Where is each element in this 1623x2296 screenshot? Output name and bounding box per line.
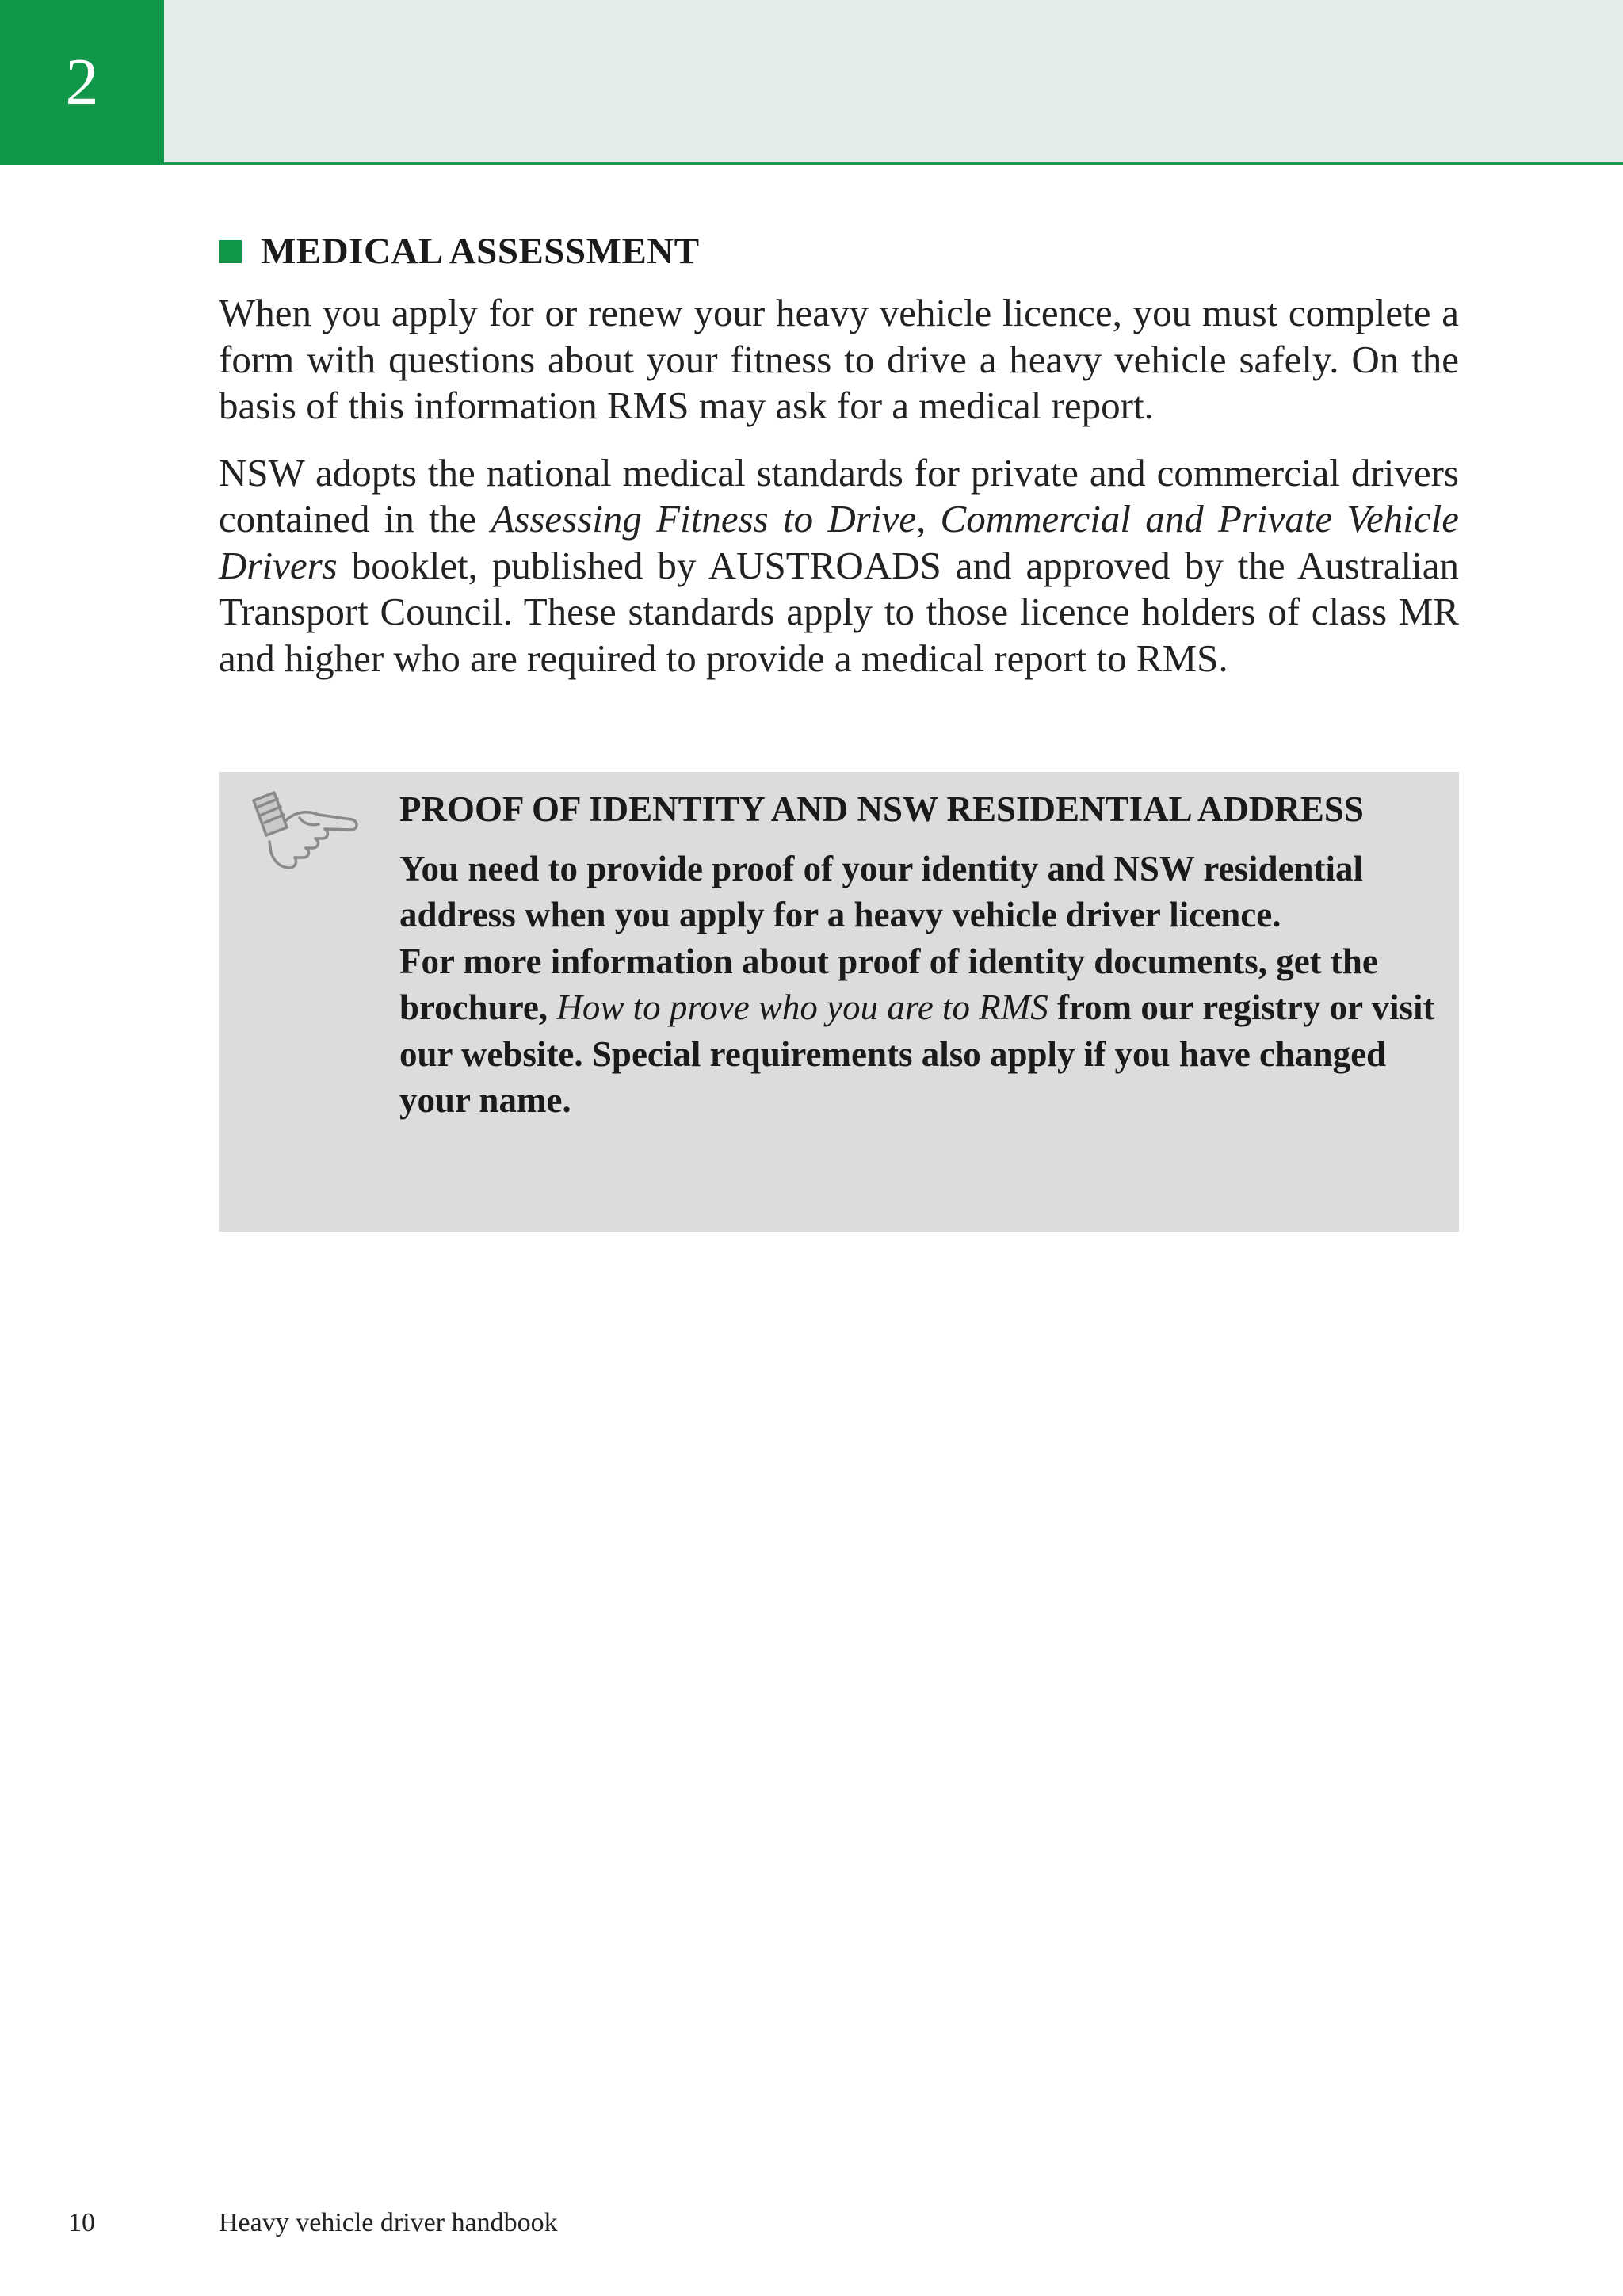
brochure-title: How to prove who you are to RMS [556,988,1048,1027]
section-heading-text: MEDICAL ASSESSMENT [261,231,700,272]
chapter-number: 2 [65,45,99,119]
note-text-after: from our registry or visit our website. Special requirements also apply if you have changed your name. [399,988,1435,1120]
pointing-hand-icon [242,789,361,884]
paragraph-national-standards [219,450,1459,682]
main-content [219,230,1459,702]
note-text-before: For more information about proof of identity documents, get the brochure, [399,941,1378,1027]
section-heading [219,230,1459,273]
footer-title: Heavy vehicle driver handbook [219,2208,558,2237]
note-text-identity: You need to provide proof of your identity and NSW residential address when you apply for a heavy vehicle driver licence. [399,848,1363,934]
chapter-tab [0,0,164,165]
header-bar [0,0,1623,165]
note-box [219,772,1459,1232]
paragraph-text-before: NSW adopts the national medical standards for private and commercial drivers contained in the [219,450,1459,541]
paragraph-text-after: booklet, published by AUSTROADS and approved by the Australian Transport Council. These standards apply to those licence holders of class MR and higher who are required to provide a medical report to RMS. [219,543,1459,680]
page-number: 10 [68,2208,95,2237]
note-body [399,786,1438,1124]
note-text-brochure [399,938,1438,1124]
note-title: PROOF OF IDENTITY AND NSW RESIDENTIAL ADDRESS [399,789,1364,829]
green-square-bullet-icon [219,240,242,263]
booklet-title: Assessing Fitness to Drive, Commercial and Private Vehicle Drivers [219,497,1459,587]
paragraph-medical-form: When you apply for or renew your heavy vehicle licence, you must complete a form with questions about your fitness to drive a heavy vehicle safely. On the basis of this information RMS may ask for a medical report. [219,291,1459,427]
